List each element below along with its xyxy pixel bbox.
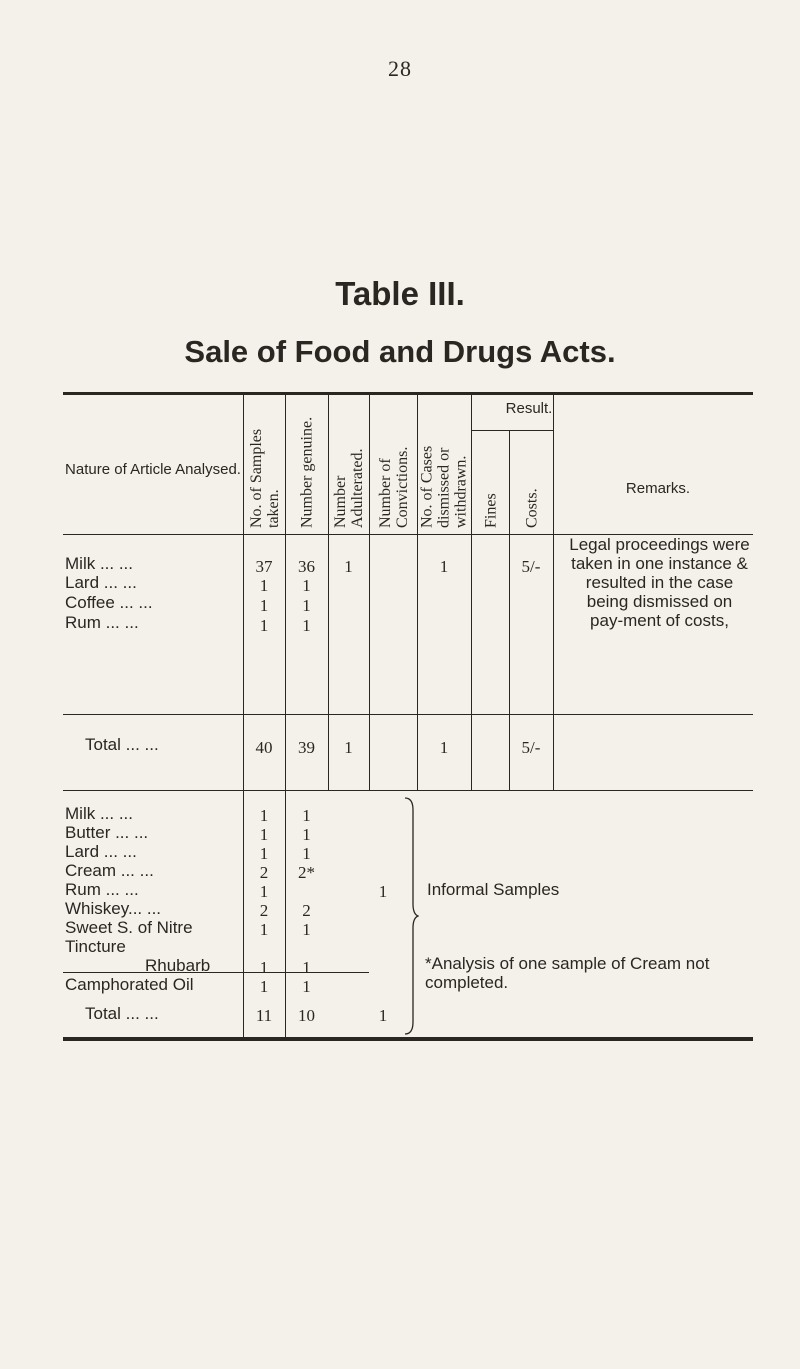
samples-value: 1 <box>259 576 269 595</box>
costs-value: 5/- <box>521 557 541 576</box>
article-name: Sweet S. of Nitre <box>65 918 193 937</box>
col-rule <box>328 395 329 790</box>
samples-value: 2 <box>259 863 269 882</box>
food-drugs-table <box>63 392 753 1041</box>
header-samples: No. of Samples taken. <box>248 428 282 528</box>
samples-value: 1 <box>259 920 269 939</box>
col-rule <box>369 395 370 790</box>
informal-samples-label: Informal Samples <box>427 880 560 899</box>
col-rule <box>509 430 510 790</box>
article-name: Tincture <box>65 937 126 956</box>
genuine-value: 1 <box>302 806 311 825</box>
samples-value: 1 <box>259 958 269 977</box>
top-border <box>63 392 753 395</box>
article-name: Lard ... ... <box>65 842 137 861</box>
header-fines: Fines <box>482 493 500 528</box>
genuine-value: 1 <box>302 616 311 635</box>
header-costs: Costs. <box>523 488 541 528</box>
header-adulterated: Number Adulterated. <box>332 448 366 528</box>
samples-value: 1 <box>259 977 269 996</box>
header-genuine: Number genuine. <box>298 416 316 528</box>
total-label: Total ... ... <box>85 1004 159 1023</box>
col-rule <box>285 395 286 1037</box>
samples-value: 1 <box>259 844 269 863</box>
article-name: Lard ... ... <box>65 573 137 592</box>
grouping-brace <box>403 796 419 1036</box>
genuine-value: 1 <box>302 576 311 595</box>
article-name: Butter ... ... <box>65 823 149 842</box>
genuine-value: 1 <box>302 920 311 939</box>
header-nature: Nature of Article Analysed. <box>65 461 241 478</box>
genuine-value: 1 <box>302 977 311 996</box>
genuine-value: 2* <box>298 863 315 882</box>
article-name: Cream ... ... <box>65 861 154 880</box>
col-rule <box>471 395 472 790</box>
genuine-value: 36 <box>298 557 315 576</box>
col-rule <box>553 395 554 790</box>
article-name: Rum ... ... <box>65 880 139 899</box>
samples-value: 37 <box>255 557 273 576</box>
samples-value: 1 <box>259 882 269 901</box>
header-result: Result. <box>505 400 553 417</box>
total-genuine: 39 <box>298 738 315 757</box>
remarks-text: Legal proceedings were taken in one instance & resulted in the case being dismissed on pay-ment of costs, <box>569 535 750 630</box>
section-rule <box>63 790 753 791</box>
cream-footnote: *Analysis of one sample of Cream not completed. <box>425 954 710 992</box>
genuine-value: 1 <box>302 844 311 863</box>
total-samples: 11 <box>255 1006 273 1025</box>
genuine-value: 1 <box>302 958 311 977</box>
total-adulterated: 1 <box>378 1006 388 1025</box>
samples-value: 1 <box>259 806 269 825</box>
article-name: Camphorated Oil <box>65 975 194 994</box>
total-costs: 5/- <box>521 738 541 757</box>
article-name: Rum ... ... <box>65 613 139 632</box>
bottom-border <box>63 1037 753 1041</box>
genuine-value: 1 <box>302 596 311 615</box>
table-subtitle: Sale of Food and Drugs Acts. <box>184 334 616 369</box>
total-samples: 40 <box>255 738 273 757</box>
page-number: 28 <box>388 56 412 81</box>
article-name: Coffee ... ... <box>65 593 153 612</box>
total-genuine: 10 <box>298 1006 315 1025</box>
col-rule <box>243 395 244 1037</box>
table-title: Table III. <box>335 275 465 312</box>
article-name: Milk ... ... <box>65 554 133 573</box>
total-adulterated: 1 <box>344 738 353 757</box>
header-convictions: Number of Convictions. <box>377 446 411 528</box>
dismissed-value: 1 <box>439 557 449 576</box>
article-name: Whiskey... ... <box>65 899 162 918</box>
total-dismissed: 1 <box>439 738 449 757</box>
subtotal-rule <box>63 714 753 715</box>
samples-value: 1 <box>259 596 269 615</box>
total-label: Total ... ... <box>85 735 159 754</box>
genuine-value: 2 <box>302 901 311 920</box>
samples-value: 2 <box>259 901 269 920</box>
adulterated-value: 1 <box>344 557 353 576</box>
genuine-value: 1 <box>302 825 311 844</box>
adulterated-value: 1 <box>378 882 388 901</box>
header-remarks: Remarks. <box>625 480 691 497</box>
header-dismissed: No. of Cases dismissed or withdrawn. <box>418 445 470 528</box>
article-name: Rhubarb <box>145 956 211 975</box>
result-rule <box>471 430 553 431</box>
article-name: Milk ... ... <box>65 804 133 823</box>
samples-value: 1 <box>259 616 269 635</box>
samples-value: 1 <box>259 825 269 844</box>
